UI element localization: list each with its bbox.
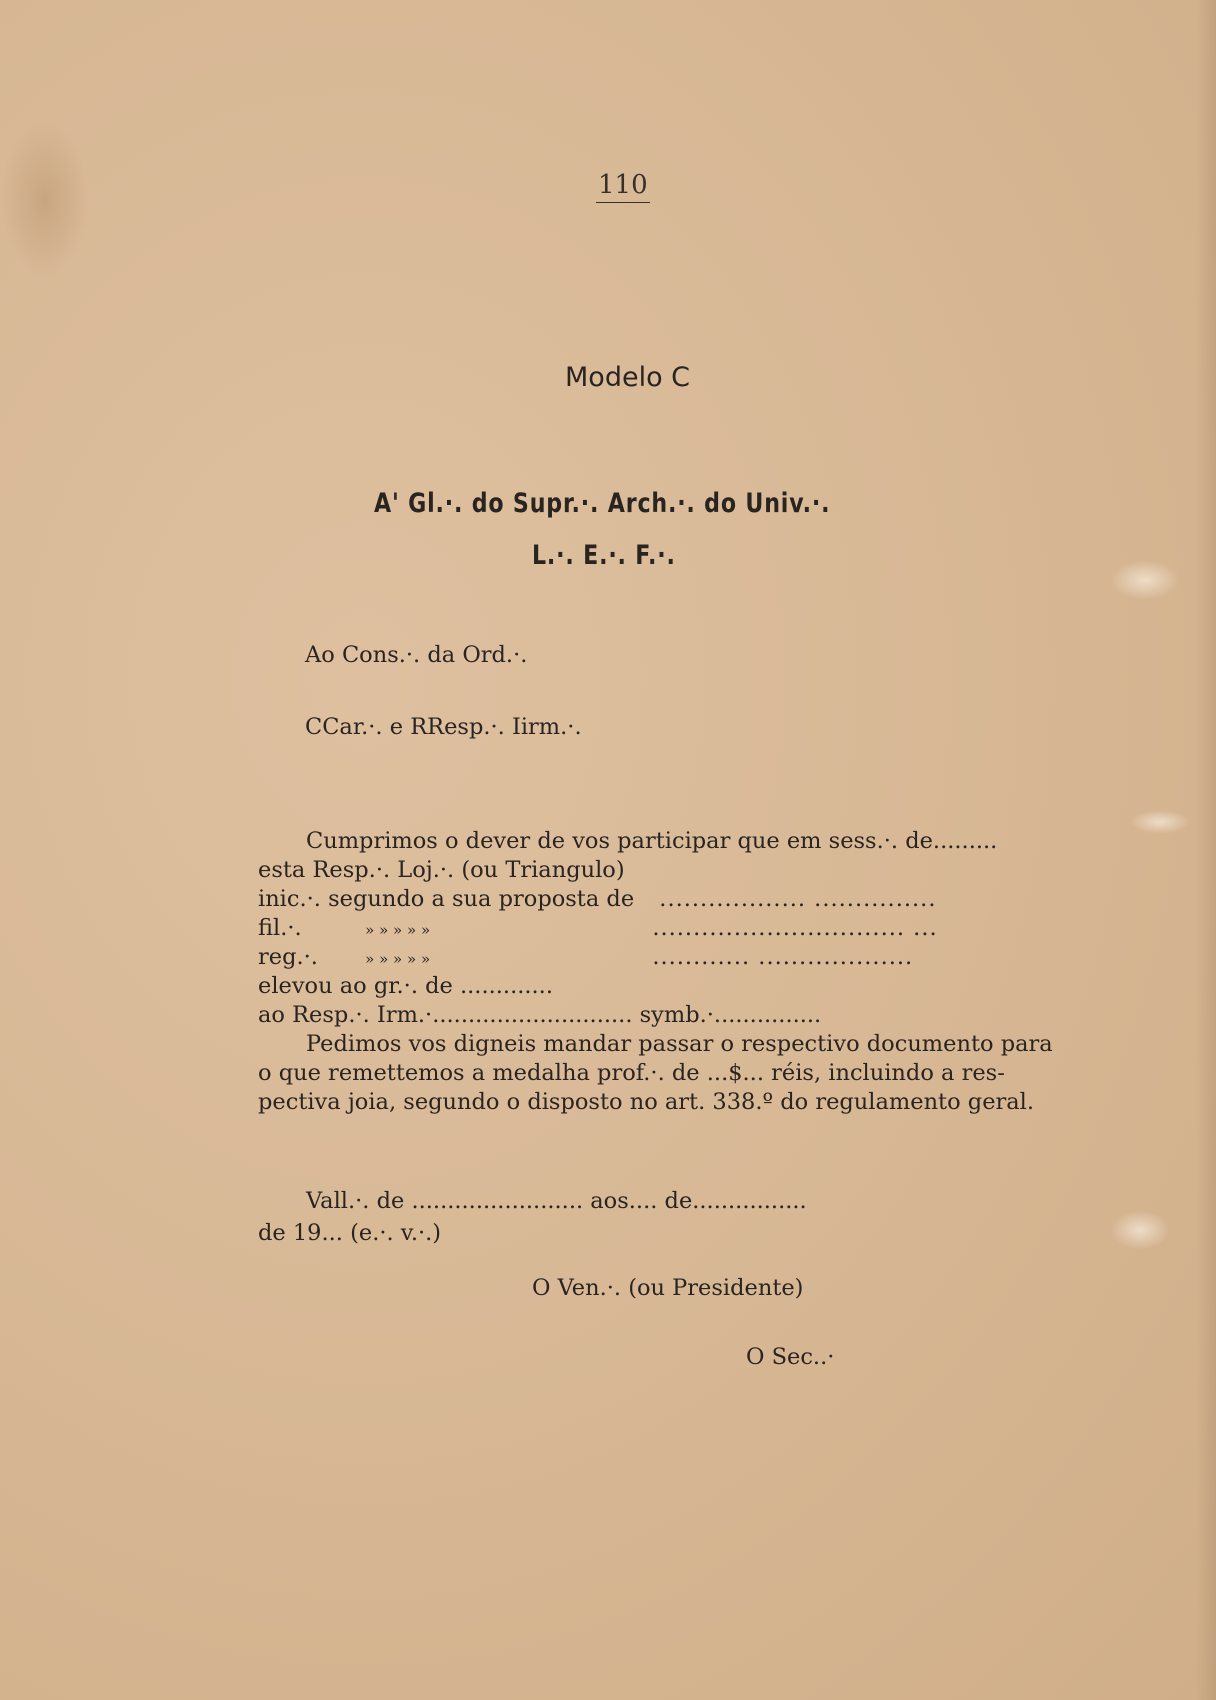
heading-line-2: L.·. E.·. F.·. — [532, 540, 676, 571]
paper-edge-shadow — [1196, 0, 1216, 1700]
heading-line-1: A' Gl.·. do Supr.·. Arch.·. do Univ.·. — [374, 488, 831, 519]
blank-fill-dots: ............................... ... — [652, 915, 938, 941]
closing-year: de 19... (e.·. v.·.) — [258, 1220, 442, 1246]
paper-tear — [1110, 1210, 1170, 1250]
body-line-1: Cumprimos o dever de vos participar que em sess.·. de......... — [306, 828, 998, 854]
ditto-marks: » » » » » — [365, 950, 431, 968]
signature-secretary: O Sec..· — [746, 1344, 835, 1370]
signature-venerable: O Ven.·. (ou Presidente) — [532, 1275, 804, 1301]
blank-fill-dots: ............ ................... — [652, 944, 914, 970]
body-line-9: o que remettemos a medalha prof.·. de ...$... réis, incluindo a res- — [258, 1060, 1005, 1086]
body-line-3 — [258, 886, 936, 912]
page-title: Modelo C — [565, 362, 691, 393]
paper-tear — [1110, 560, 1180, 600]
body-line-4 — [258, 915, 938, 941]
body-line-8: Pedimos vos digneis mandar passar o respectivo documento para — [306, 1031, 1053, 1057]
paper-stain — [0, 120, 90, 280]
page-number: 110 — [596, 170, 650, 203]
address-line-2: CCar.·. e RResp.·. Iirm.·. — [305, 714, 582, 740]
body-line-2: esta Resp.·. Loj.·. (ou Triangulo) — [258, 857, 625, 883]
body-line-6: elevou ao gr.·. de ............. — [258, 973, 553, 999]
ditto-marks: » » » » » — [365, 921, 431, 939]
body-line-7: ao Resp.·. Irm.·............................ symb.·............... — [258, 1002, 822, 1028]
blank-fill-dots: .................. ............... — [659, 886, 937, 912]
address-line-1: Ao Cons.·. da Ord.·. — [305, 642, 528, 668]
body-line-10: pectiva joia, segundo o disposto no art. 338.º do regulamento geral. — [258, 1089, 1035, 1115]
body-line-5-text: reg.·. — [258, 944, 318, 970]
closing-place-date: Vall.·. de ........................ aos.... de................ — [306, 1188, 807, 1214]
body-line-3-text: inic.·. segundo a sua proposta de — [258, 886, 635, 912]
body-line-5 — [258, 944, 913, 970]
body-line-4-text: fil.·. — [258, 915, 302, 941]
paper-tear — [1130, 810, 1190, 834]
